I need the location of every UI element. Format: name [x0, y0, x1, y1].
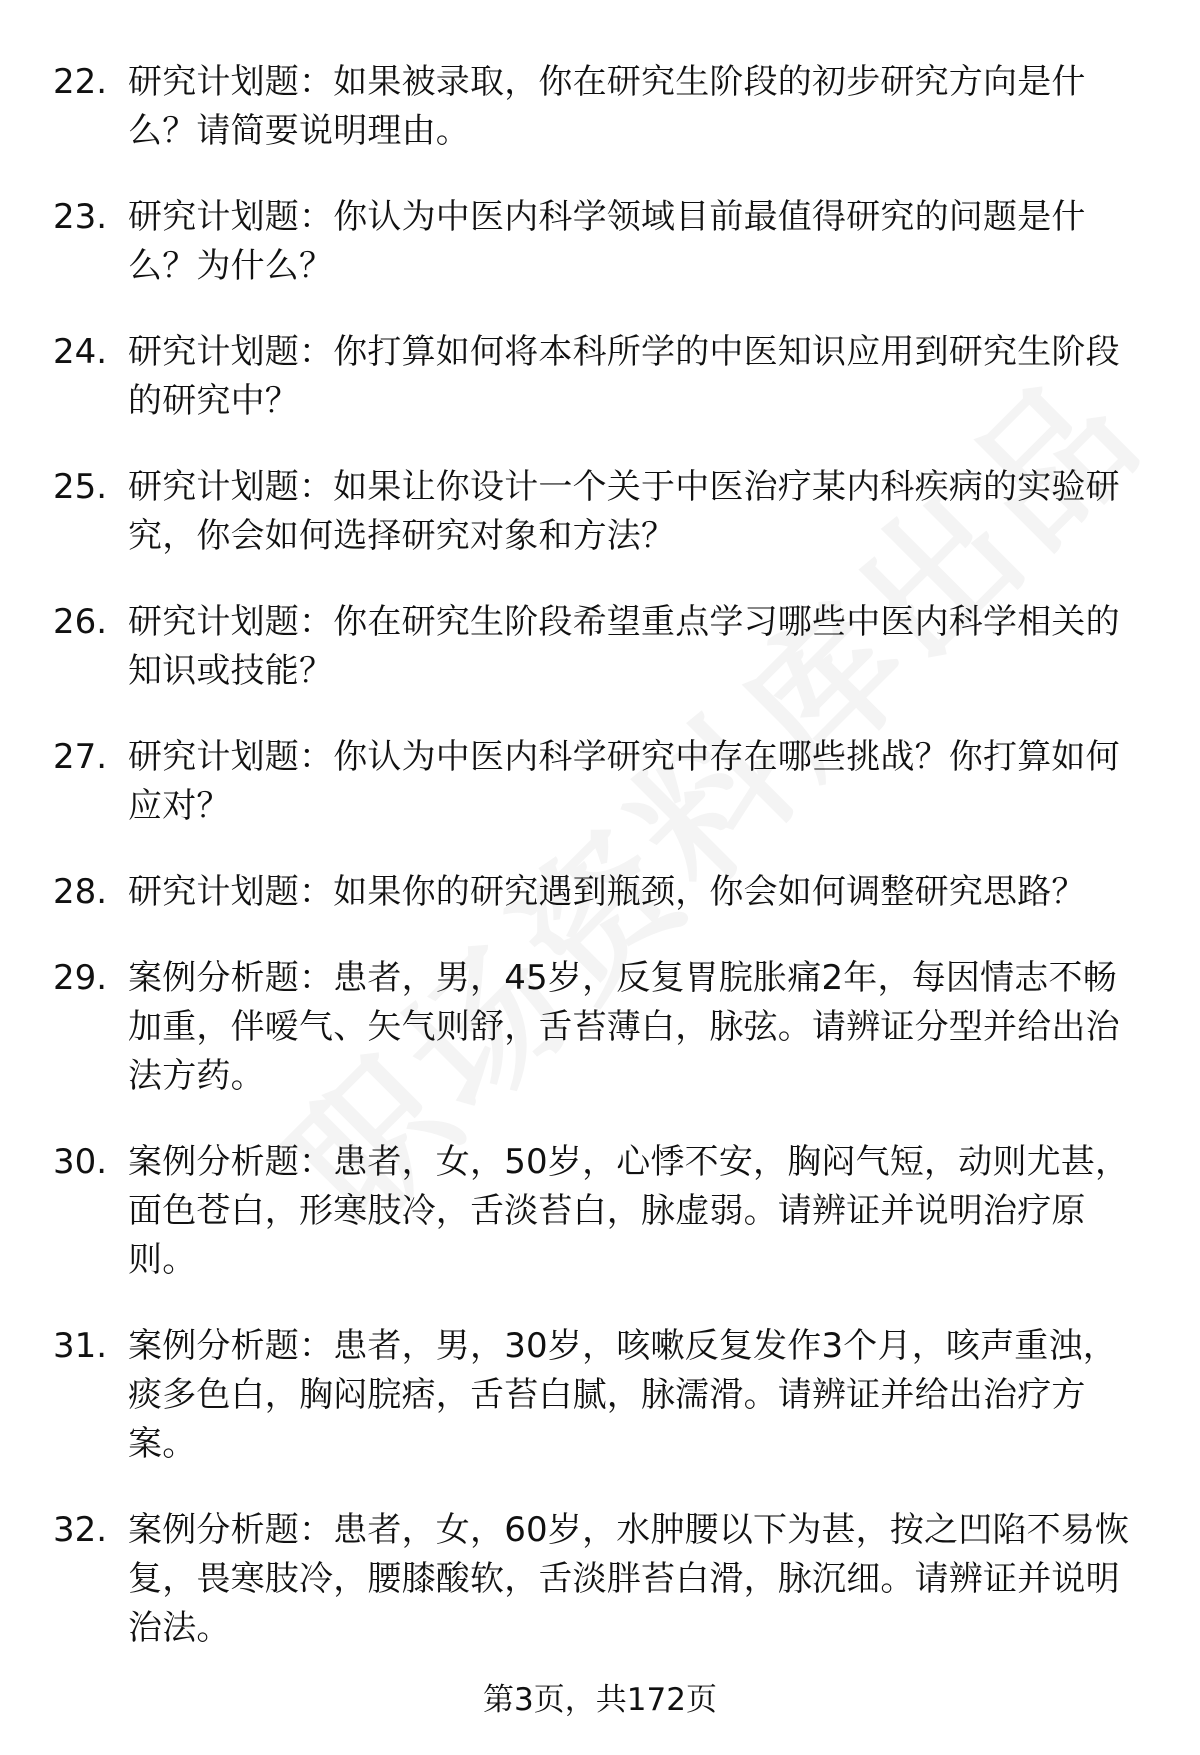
question-text: 研究计划题：你认为中医内科学领域目前最值得研究的问题是什么？为什么？: [128, 197, 1086, 286]
question-item: [0, 1138, 1200, 1285]
question-item: [0, 1322, 1200, 1469]
question-number: 31.: [53, 1326, 108, 1366]
question-item: [0, 1506, 1200, 1653]
question-text: 案例分析题：患者，男，30岁，咳嗽反复发作3个月，咳声重浊，痰多色白，胸闷脘痞，舌苔白腻，脉濡滑。请辨证并给出治疗方案。: [128, 1326, 1117, 1464]
question-number: 32.: [53, 1510, 108, 1550]
question-list: [0, 58, 1200, 1690]
question-item: [0, 328, 1200, 426]
question-number: 23.: [53, 197, 108, 237]
question-number: 27.: [53, 737, 108, 777]
question-text: 研究计划题：你在研究生阶段希望重点学习哪些中医内科学相关的知识或技能？: [128, 602, 1120, 691]
question-number: 25.: [53, 467, 108, 507]
question-item: [0, 58, 1200, 156]
question-text: 研究计划题：你打算如何将本科所学的中医知识应用到研究生阶段的研究中？: [128, 332, 1120, 421]
question-number: 26.: [53, 602, 108, 642]
question-text: 案例分析题：患者，女，60岁，水肿腰以下为甚，按之凹陷不易恢复，畏寒肢冷，腰膝酸软，舌淡胖苔白滑，脉沉细。请辨证并说明治法。: [128, 1510, 1130, 1648]
question-text: 案例分析题：患者，男，45岁，反复胃脘胀痛2年，每因情志不畅加重，伴嗳气、矢气则舒，舌苔薄白，脉弦。请辨证分型并给出治法方药。: [128, 958, 1120, 1096]
question-text: 案例分析题：患者，女，50岁，心悸不安，胸闷气短，动则尤甚，面色苍白，形寒肢冷，舌淡苔白，脉虚弱。请辨证并说明治疗原则。: [128, 1142, 1130, 1280]
question-text: 研究计划题：如果被录取，你在研究生阶段的初步研究方向是什么？请简要说明理由。: [128, 62, 1086, 151]
question-item: [0, 954, 1200, 1101]
question-number: 22.: [53, 62, 108, 102]
question-number: 28.: [53, 872, 108, 912]
question-number: 24.: [53, 332, 108, 372]
question-text: 研究计划题：你认为中医内科学研究中存在哪些挑战？你打算如何应对？: [128, 737, 1120, 826]
question-text: 研究计划题：如果你的研究遇到瓶颈，你会如何调整研究思路？: [128, 872, 1086, 912]
question-number: 29.: [53, 958, 108, 998]
question-number: 30.: [53, 1142, 108, 1182]
page-number-footer: 第3页，共172页: [483, 1682, 717, 1718]
question-item: [0, 733, 1200, 831]
question-item: [0, 868, 1200, 917]
question-text: 研究计划题：如果让你设计一个关于中医治疗某内科疾病的实验研究，你会如何选择研究对象和方法？: [128, 467, 1120, 556]
question-item: [0, 598, 1200, 696]
question-item: [0, 193, 1200, 291]
question-item: [0, 463, 1200, 561]
